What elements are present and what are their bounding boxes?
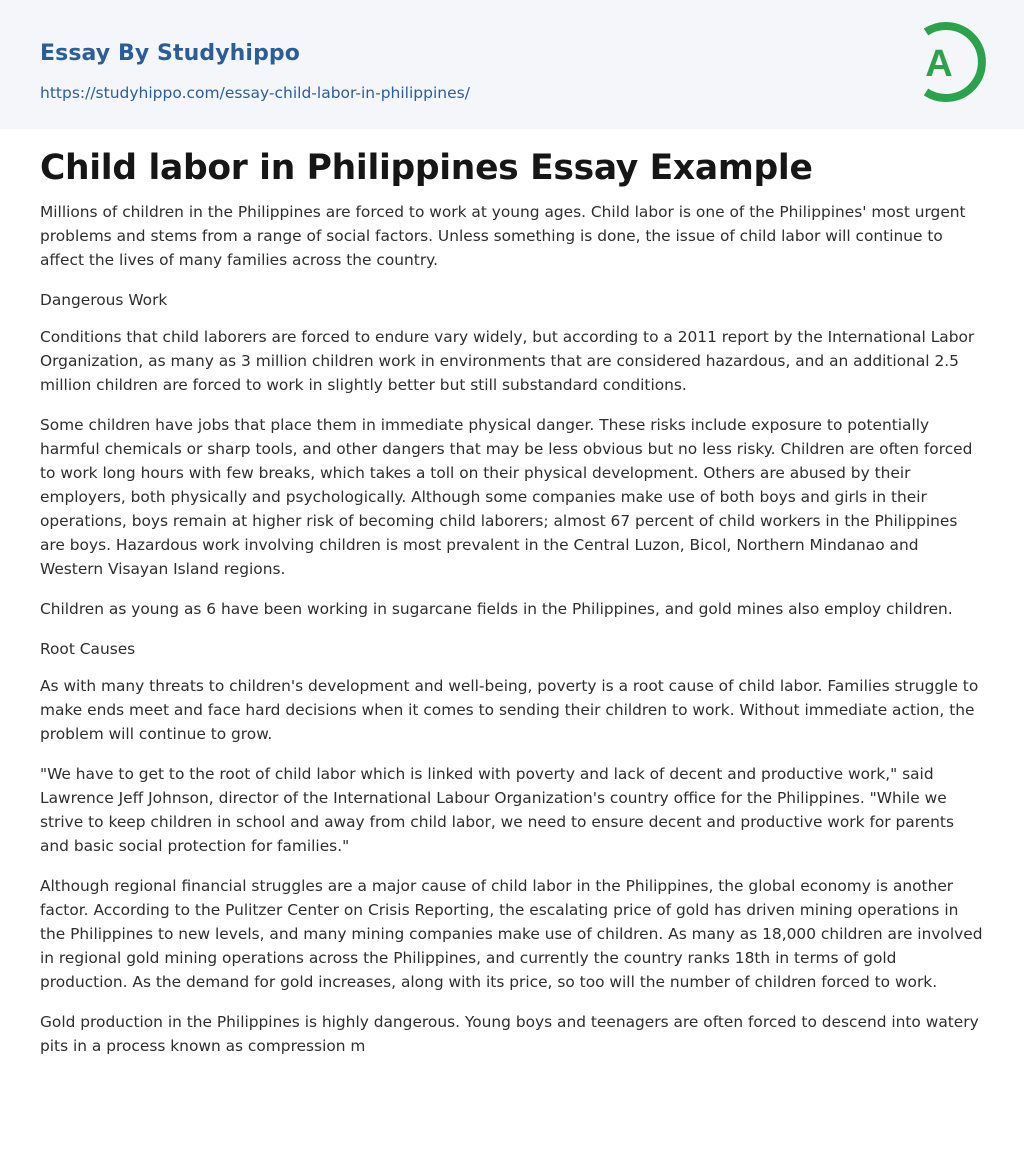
paragraph: Conditions that child laborers are forced to endure vary widely, but according to a 2011 report by the International Labor Organization, as many as 3 million children work in environments that are considered hazardous, and an additional 2.5 million children are forced to work in slightly better but still substandard conditions. (40, 328, 975, 394)
paragraph: Some children have jobs that place them in immediate physical danger. These risks include exposure to potentially harmful chemicals or sharp tools, and other dangers that may be less obvious but no less risky. Children are often forced to work long hours with few breaks, which takes a toll on their physical development. Others are abused by their employers, both physically and psychologically. Although some companies make use of both boys and girls in their operations, boys remain at higher risk of becoming child laborers; almost 67 percent of child workers in the Philippines are boys. Hazardous work involving children is most prevalent in the Central Luzon, Bicol, Northern Mindanao and Western Visayan Island regions. (40, 416, 973, 578)
paragraph: As with many threats to children's development and well-being, poverty is a root cause of child labor. Families struggle to make ends meet and face hard decisions when it comes to sending their children to work. Without immediate action, the problem will continue to grow. (40, 677, 979, 743)
paragraph-truncated: Gold production in the Philippines is highly dangerous. Young boys and teenagers are often forced to descend into watery pits in a process known as compression m (40, 1013, 979, 1055)
site-header (0, 0, 1024, 129)
paragraph: Children as young as 6 have been working in sugarcane fields in the Philippines, and gold mines also employ children. (40, 600, 953, 618)
paragraph: Although regional financial struggles are a major cause of child labor in the Philippines, the global economy is another factor. According to the Pulitzer Center on Crisis Reporting, the escalating price of gold has driven mining operations in the Philippines to new levels, and many mining companies make use of children. As many as 18,000 children are involved in regional gold mining operations across the Philippines, and currently the country ranks 18th in terms of gold production. As the demand for gold increases, along with its price, so too will the number of children forced to work. (40, 877, 983, 991)
article-title: Child labor in Philippines Essay Example (40, 148, 813, 188)
studyhippo-logo-icon[interactable] (906, 14, 992, 110)
brand-title[interactable]: Essay By Studyhippo (40, 41, 300, 66)
paragraph-quote: "We have to get to the root of child labor which is linked with poverty and lack of decent and productive work," said Lawrence Jeff Johnson, director of the International Labour Organization's country office for the Philippines. "While we strive to keep children in school and away from child labor, we need to ensure decent and productive work for parents and basic social protection for families." (40, 765, 954, 855)
logo-letter: A (925, 43, 953, 85)
paragraph-intro: Millions of children in the Philippines are forced to work at young ages. Child labor is one of the Philippines' most urgent problems and stems from a range of social factors. Unless something is done, the issue of child labor will continue to affect the lives of many families across the country. (40, 203, 966, 269)
section-heading-root-causes: Root Causes (40, 640, 136, 658)
section-heading-dangerous-work: Dangerous Work (40, 291, 168, 309)
essay-url-link[interactable]: https://studyhippo.com/essay-child-labor-in-philippines/ (40, 84, 470, 102)
article (40, 142, 986, 1074)
